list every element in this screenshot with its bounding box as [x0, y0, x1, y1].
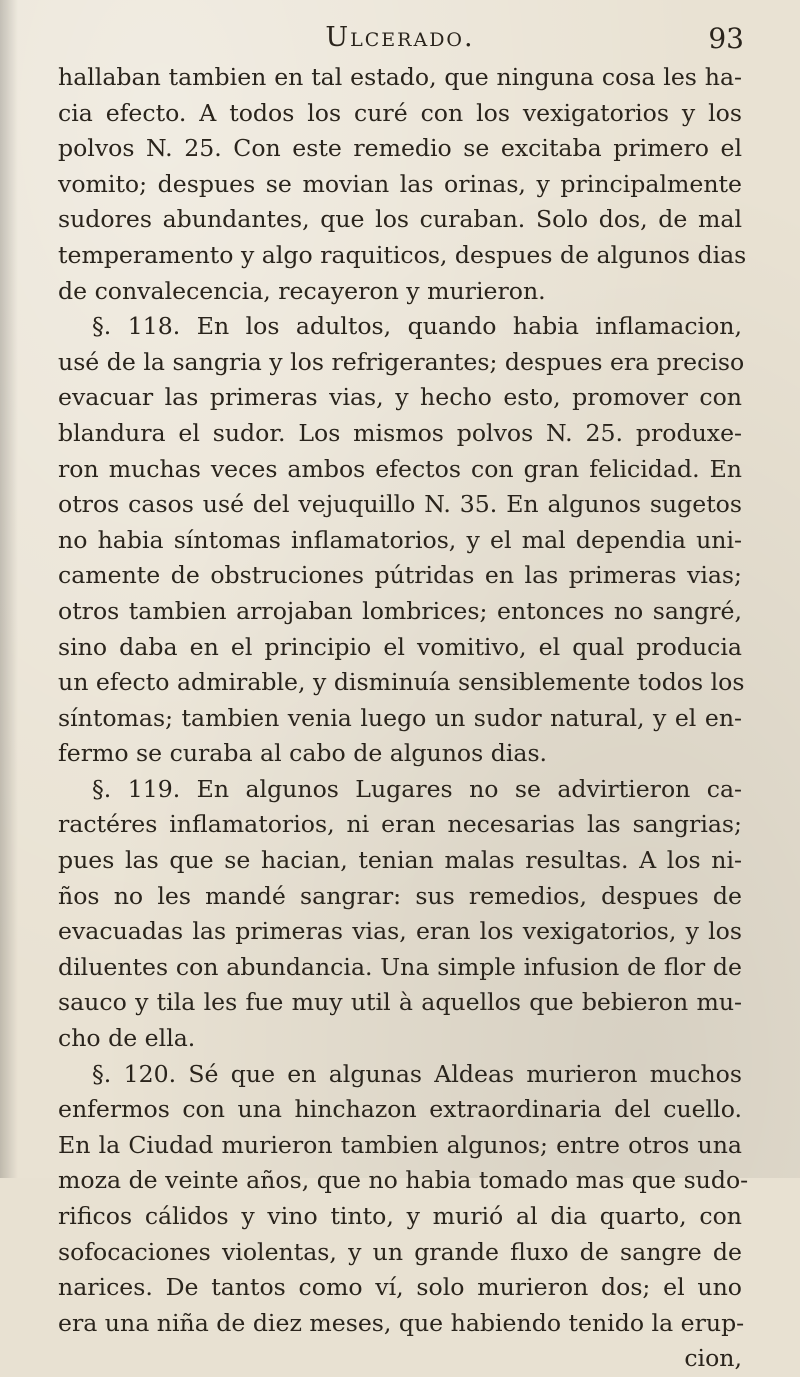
text-line: sauco y tila les fue muy util à aquellos que bebieron mu-	[58, 988, 742, 1017]
text-line: En la Ciudad murieron tambien algunos; entre otros una	[58, 1130, 742, 1159]
text-line: camente de obstruciones pútridas en las primeras vias;	[58, 561, 742, 590]
text-line: cho de ella.	[58, 1024, 196, 1053]
text-line: ractéres inflamatorios, ni eran necesarias las sangrias;	[58, 810, 742, 839]
text-line: sofocaciones violentas, y un grande fluxo de sangre de	[58, 1237, 742, 1266]
text-line: no habia síntomas inflamatorios, y el mal dependia uni-	[58, 525, 742, 554]
text-line: evacuar las primeras vias, y hecho esto, promover con	[58, 383, 742, 412]
text-line: usé de la sangria y los refrigerantes; despues era preciso	[58, 347, 745, 376]
text-line: rificos cálidos y vino tinto, y murió al dia quarto, con	[58, 1202, 742, 1230]
text-line-catchword: cion,	[684, 1344, 742, 1373]
text-line: diluentes con abundancia. Una simple infusion de flor de	[58, 952, 742, 981]
text-line: ron muchas veces ambos efectos con gran felicidad. En	[58, 454, 742, 483]
text-line: vomito; despues se movian las orinas, y principalmente	[58, 169, 742, 198]
text-line: hallaban tambien en tal estado, que ninguna cosa les ha-	[58, 63, 742, 91]
text-line: sino daba en el principio el vomitivo, el qual producia	[58, 632, 742, 661]
text-line: un efecto admirable, y disminuía sensiblemente todos los	[58, 668, 745, 697]
text-line: cia efecto. A todos los curé con los vexigatorios y los	[58, 98, 742, 127]
text-line: de convalecencia, recayeron y murieron.	[58, 276, 546, 305]
text-line: §. 120. Sé que en algunas Aldeas murieron muchos	[92, 1059, 742, 1088]
text-line: otros casos usé del vejuquillo N. 35. En algunos sugetos	[58, 490, 742, 519]
running-head: Ulcerado.	[325, 22, 475, 53]
text-line: pues las que se hacian, tenian malas resultas. A los ni-	[58, 846, 742, 875]
text-line: polvos N. 25. Con este remedio se excitaba primero el	[58, 134, 742, 163]
text-line: evacuadas las primeras vias, eran los vexigatorios, y los	[58, 917, 742, 946]
text-line: síntomas; tambien venia luego un sudor natural, y el en-	[58, 703, 742, 732]
body-text	[58, 60, 749, 1377]
text-line: otros tambien arrojaban lombrices; entonces no sangré,	[58, 596, 742, 625]
text-line: ños no les mandé sangrar: sus remedios, despues de	[58, 881, 742, 910]
text-line: fermo se curaba al cabo de algunos dias.	[58, 739, 548, 768]
text-line: §. 118. En los adultos, quando habia inflamacion,	[92, 312, 742, 341]
text-line: sudores abundantes, que los curaban. Solo dos, de mal	[58, 205, 742, 234]
text-line: blandura el sudor. Los mismos polvos N. 25. produxe-	[58, 418, 742, 447]
text-line: §. 119. En algunos Lugares no se advirtieron ca-	[92, 774, 742, 803]
page-header	[0, 22, 800, 62]
text-line: temperamento y algo raquiticos, despues de algunos dias	[58, 240, 747, 269]
text-line: narices. De tantos como ví, solo murieron dos; el uno	[58, 1273, 742, 1302]
text-line: era una niña de diez meses, que habiendo tenido la erup-	[58, 1308, 745, 1337]
page-number: 93	[708, 22, 744, 55]
text-line: enfermos con una hinchazon extraordinaria del cuello.	[58, 1095, 742, 1124]
text-line: moza de veinte años, que no habia tomado mas que sudo-	[58, 1166, 749, 1195]
